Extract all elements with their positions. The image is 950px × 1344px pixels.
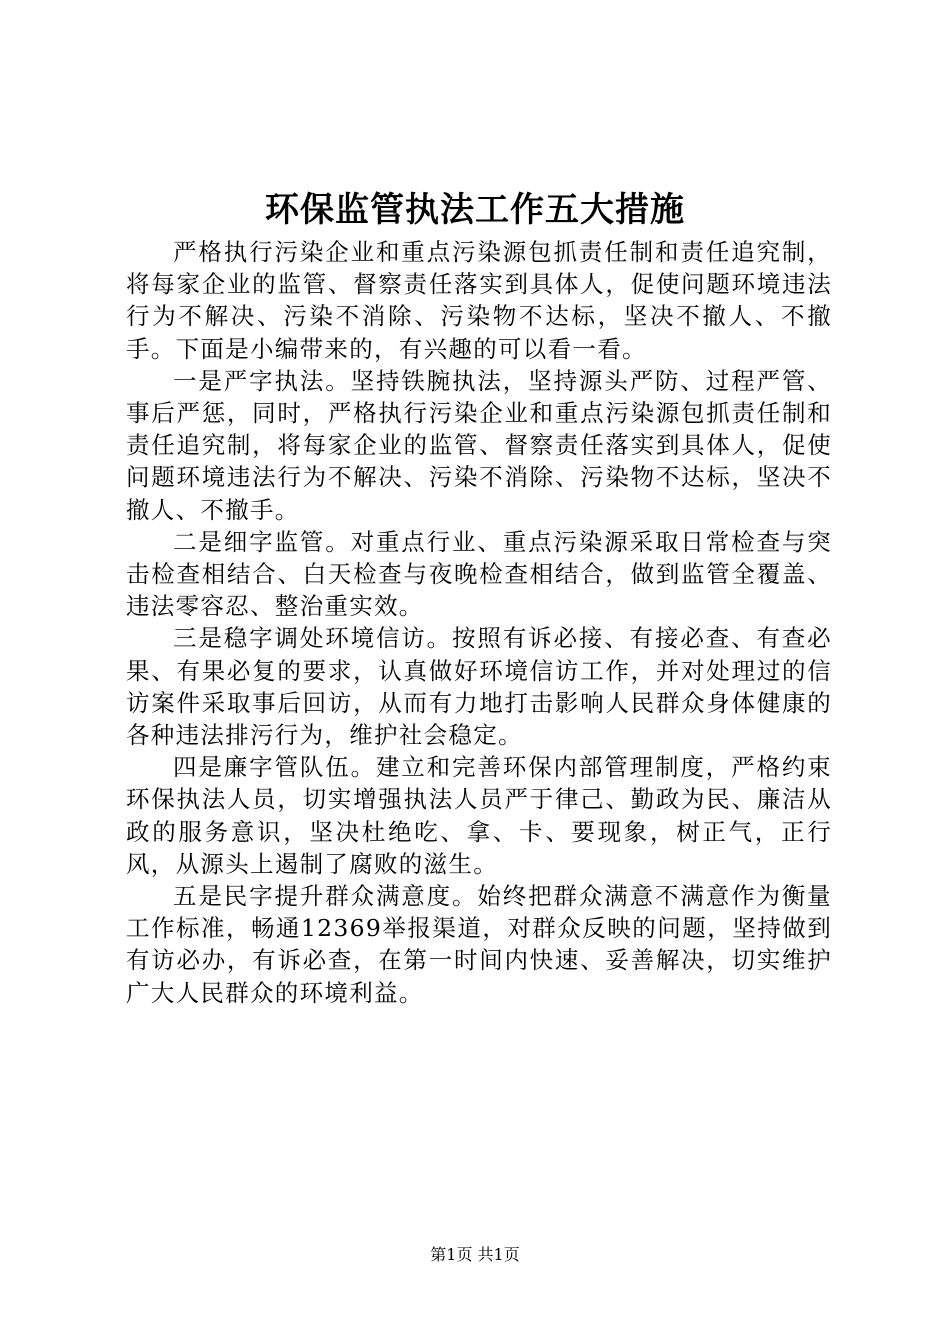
document-body <box>126 236 832 1009</box>
measure-4-paragraph: 四是廉字管队伍。建立和完善环保内部管理制度，严格约束环保执法人员，切实增强执法人员严于律己、勤政为民、廉洁从政的服务意识，坚决杜绝吃、拿、卡、要现象，树正气，正行风，从源头上遏制了腐败的滋生。 <box>126 753 832 878</box>
measure-5-paragraph: 五是民字提升群众满意度。始终把群众满意不满意作为衡量工作标准，畅通12369举报渠道，对群众反映的问题，坚持做到有访必办，有诉必查，在第一时间内快速、妥善解决，切实维护广大人民群众的环境利益。 <box>126 882 832 1007</box>
document-title: 环保监管执法工作五大措施 <box>265 190 685 230</box>
page-number-footer: 第1页 共1页 <box>430 1245 520 1264</box>
intro-paragraph: 严格执行污染企业和重点污染源包抓责任制和责任追究制，将每家企业的监管、督察责任落实到具体人，促使问题环境违法行为不解决、污染不消除、污染物不达标，坚决不撤人、不撤手。下面是小编带来的，有兴趣的可以看一看。 <box>126 238 832 363</box>
measure-1-paragraph: 一是严字执法。坚持铁腕执法，坚持源头严防、过程严管、事后严惩，同时，严格执行污染企业和重点污染源包抓责任制和责任追究制，将每家企业的监管、督察责任落实到具体人，促使问题环境违法行为不解决、污染不消除、污染物不达标，坚决不撤人、不撤手。 <box>126 366 832 524</box>
measure-2-paragraph: 二是细字监管。对重点行业、重点污染源采取日常检查与突击检查相结合、白天检查与夜晚检查相结合，做到监管全覆盖、违法零容忍、整治重实效。 <box>126 527 832 621</box>
measure-3-paragraph: 三是稳字调处环境信访。按照有诉必接、有接必查、有查必果、有果必复的要求，认真做好环境信访工作，并对处理过的信访案件采取事后回访，从而有力地打击影响人民群众身体健康的各种违法排污行为，维护社会稳定。 <box>126 624 832 750</box>
